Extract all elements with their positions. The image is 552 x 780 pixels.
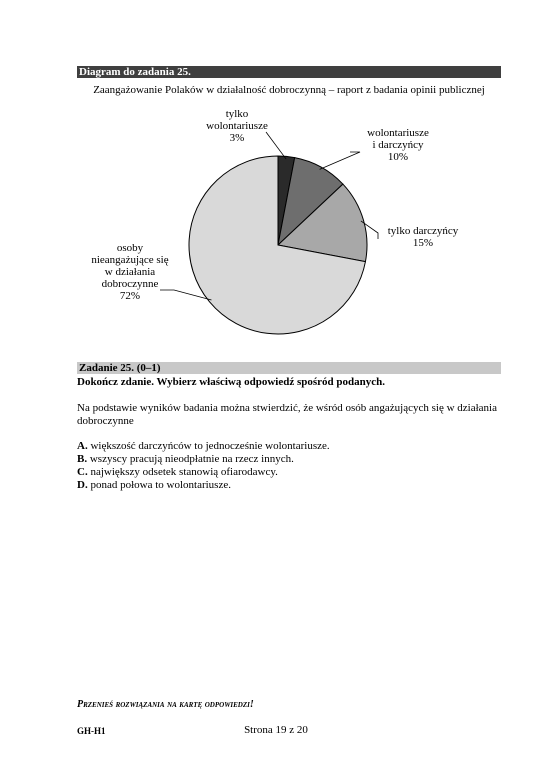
slice-label-nieangazujace: osoby nieangażujące się w działania dobroczynne 72% <box>91 242 169 302</box>
page-number: Strona 19 z 20 <box>244 724 308 736</box>
answer-option-a[interactable]: A. większość darczyńców to jednocześnie wolontariusze. <box>77 440 330 452</box>
answer-option-d[interactable]: D. ponad połowa to wolontariusze. <box>77 479 231 491</box>
chart-title: Zaangażowanie Polaków w działalność dobroczynną – raport z badania opinii publicznej <box>93 84 485 96</box>
answer-list <box>77 440 330 492</box>
pie-chart <box>0 0 552 360</box>
answer-option-c[interactable]: C. największy odsetek stanowią ofiarodawcy. <box>77 466 278 478</box>
answer-option-b[interactable]: B. wszyscy pracują nieodpłatnie na rzecz innych. <box>77 453 294 465</box>
task-header: Zadanie 25. (0–1) <box>77 362 501 374</box>
leader-line <box>320 152 360 169</box>
footer-note: Przenieś rozwiązania na kartę odpowiedzi! <box>77 699 254 710</box>
task-instruction: Dokończ zdanie. Wybierz właściwą odpowiedź spośród podanych. <box>77 376 386 388</box>
footer-code: GH-H1 <box>77 726 106 736</box>
slice-label-tylko-wolontariusze: tylko wolontariusze 3% <box>206 108 268 144</box>
slice-label-wolontariusze-i-darczyncy: wolontariusze i darczyńcy 10% <box>367 127 429 163</box>
diagram-section-header: Diagram do zadania 25. <box>77 66 501 78</box>
slice-label-tylko-darczyncy: tylko darczyńcy 15% <box>387 225 459 249</box>
task-question: Na podstawie wyników badania można stwierdzić, że wśród osób angażujących się w działania dobroczynne <box>77 402 497 427</box>
